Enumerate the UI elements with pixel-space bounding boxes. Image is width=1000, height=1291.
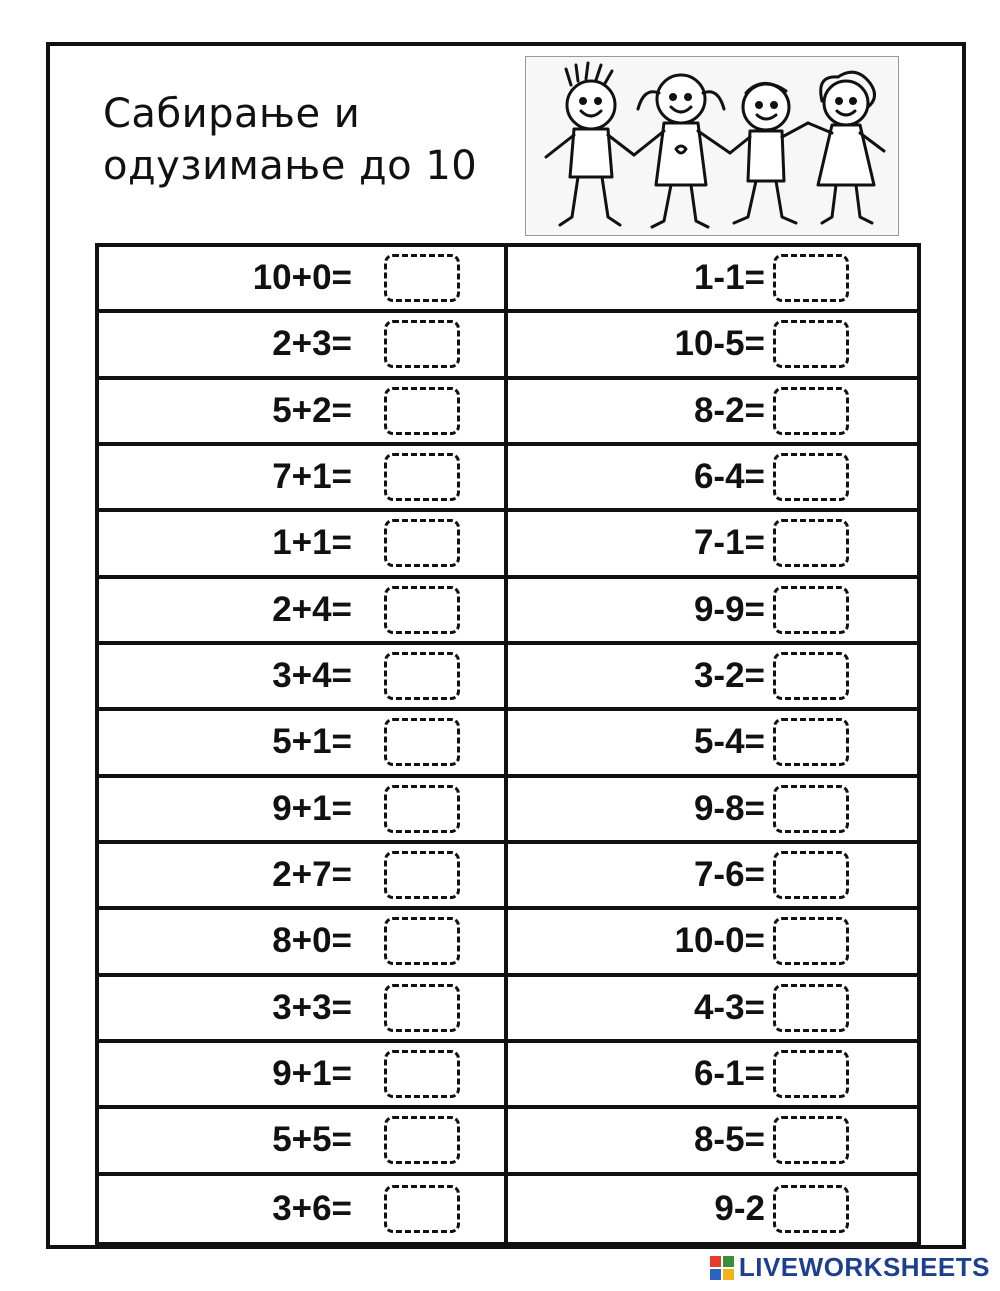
left-equation-cell <box>99 844 508 910</box>
answer-box[interactable] <box>384 984 460 1032</box>
answer-box[interactable] <box>384 718 460 766</box>
answer-box[interactable] <box>773 519 849 567</box>
left-equation-cell <box>99 446 508 512</box>
footer-brand-text: LIVEWORKSHEETS <box>738 1252 990 1282</box>
answer-box[interactable] <box>384 387 460 435</box>
left-equation-cell <box>99 313 508 379</box>
left-equation-cell <box>99 247 508 313</box>
right-equation-cell <box>508 1043 917 1109</box>
answer-box[interactable] <box>384 1116 460 1164</box>
equation-text: 5-4= <box>693 722 765 762</box>
footer-brand <box>709 1252 990 1283</box>
right-equation-cell <box>508 844 917 910</box>
equation-text: 2+3= <box>272 324 352 364</box>
answer-box[interactable] <box>773 652 849 700</box>
right-equation-cell <box>508 1176 917 1242</box>
equation-text: 3-2= <box>693 656 765 696</box>
right-equation-cell <box>508 512 917 578</box>
right-equation-cell <box>508 247 917 313</box>
equation-text: 9+1= <box>272 1054 352 1094</box>
right-equation-cell <box>508 711 917 777</box>
equation-text: 8-5= <box>693 1120 765 1160</box>
answer-box[interactable] <box>773 254 849 302</box>
answer-box[interactable] <box>384 917 460 965</box>
equation-text: 9+1= <box>272 788 352 828</box>
equation-text: 5+1= <box>272 722 352 762</box>
right-equation-cell <box>508 380 917 446</box>
kids-holding-hands-icon <box>525 56 899 236</box>
equations-table <box>95 243 921 1246</box>
equation-text: 6-4= <box>693 457 765 497</box>
equation-text: 4-3= <box>693 987 765 1027</box>
left-equation-cell <box>99 645 508 711</box>
right-equation-cell <box>508 313 917 379</box>
right-equation-cell <box>508 977 917 1043</box>
equation-text: 9-2 <box>714 1188 765 1228</box>
answer-box[interactable] <box>384 519 460 567</box>
equation-text: 1+1= <box>272 523 352 563</box>
answer-box[interactable] <box>773 1116 849 1164</box>
title-line-2: одузимање до 10 <box>103 143 478 189</box>
left-equation-cell <box>99 380 508 446</box>
kid-2-figure <box>634 75 730 227</box>
right-equation-cell <box>508 910 917 976</box>
answer-box[interactable] <box>384 320 460 368</box>
left-equation-cell <box>99 977 508 1043</box>
answer-box[interactable] <box>384 785 460 833</box>
title-line-1: Сабирање и <box>103 91 361 137</box>
equation-text: 7+1= <box>272 457 352 497</box>
answer-box[interactable] <box>773 453 849 501</box>
equation-text: 9-9= <box>693 589 765 629</box>
left-equation-cell <box>99 1043 508 1109</box>
worksheet-title <box>103 88 477 192</box>
equation-text: 6-1= <box>693 1054 765 1094</box>
left-equation-cell <box>99 711 508 777</box>
answer-box[interactable] <box>773 984 849 1032</box>
right-equation-cell <box>508 579 917 645</box>
equation-text: 7-6= <box>693 855 765 895</box>
answer-box[interactable] <box>384 851 460 899</box>
equation-text: 10+0= <box>252 258 352 298</box>
equation-text: 5+5= <box>272 1120 352 1160</box>
equation-text: 3+3= <box>272 987 352 1027</box>
right-equation-cell <box>508 645 917 711</box>
answer-box[interactable] <box>384 254 460 302</box>
left-equation-cell <box>99 778 508 844</box>
kid-1-figure <box>546 63 634 225</box>
equation-text: 3+6= <box>272 1188 352 1228</box>
answer-box[interactable] <box>773 586 849 634</box>
answer-box[interactable] <box>384 652 460 700</box>
equation-text: 1-1= <box>693 258 765 298</box>
answer-box[interactable] <box>773 851 849 899</box>
answer-box[interactable] <box>773 917 849 965</box>
liveworksheets-logo-icon <box>709 1255 735 1281</box>
equation-text: 3+4= <box>272 656 352 696</box>
left-equation-cell <box>99 512 508 578</box>
equation-text: 10-0= <box>674 921 765 961</box>
equation-text: 2+4= <box>272 589 352 629</box>
left-equation-cell <box>99 910 508 976</box>
answer-box[interactable] <box>773 718 849 766</box>
answer-box[interactable] <box>384 1050 460 1098</box>
equation-text: 10-5= <box>674 324 765 364</box>
answer-box[interactable] <box>773 1185 849 1233</box>
equation-text: 9-8= <box>693 788 765 828</box>
equation-text: 7-1= <box>693 523 765 563</box>
left-equation-cell <box>99 1176 508 1242</box>
right-equation-cell <box>508 1109 917 1175</box>
left-equation-cell <box>99 1109 508 1175</box>
equation-text: 8-2= <box>693 390 765 430</box>
answer-box[interactable] <box>384 586 460 634</box>
answer-box[interactable] <box>773 387 849 435</box>
kid-4-figure <box>808 72 884 223</box>
answer-box[interactable] <box>773 785 849 833</box>
right-equation-cell <box>508 446 917 512</box>
answer-box[interactable] <box>773 1050 849 1098</box>
equation-text: 8+0= <box>272 921 352 961</box>
answer-box[interactable] <box>384 453 460 501</box>
answer-box[interactable] <box>773 320 849 368</box>
equation-text: 5+2= <box>272 390 352 430</box>
answer-box[interactable] <box>384 1185 460 1233</box>
equation-text: 2+7= <box>272 855 352 895</box>
right-equation-cell <box>508 778 917 844</box>
kid-3-figure <box>730 83 808 223</box>
left-equation-cell <box>99 579 508 645</box>
